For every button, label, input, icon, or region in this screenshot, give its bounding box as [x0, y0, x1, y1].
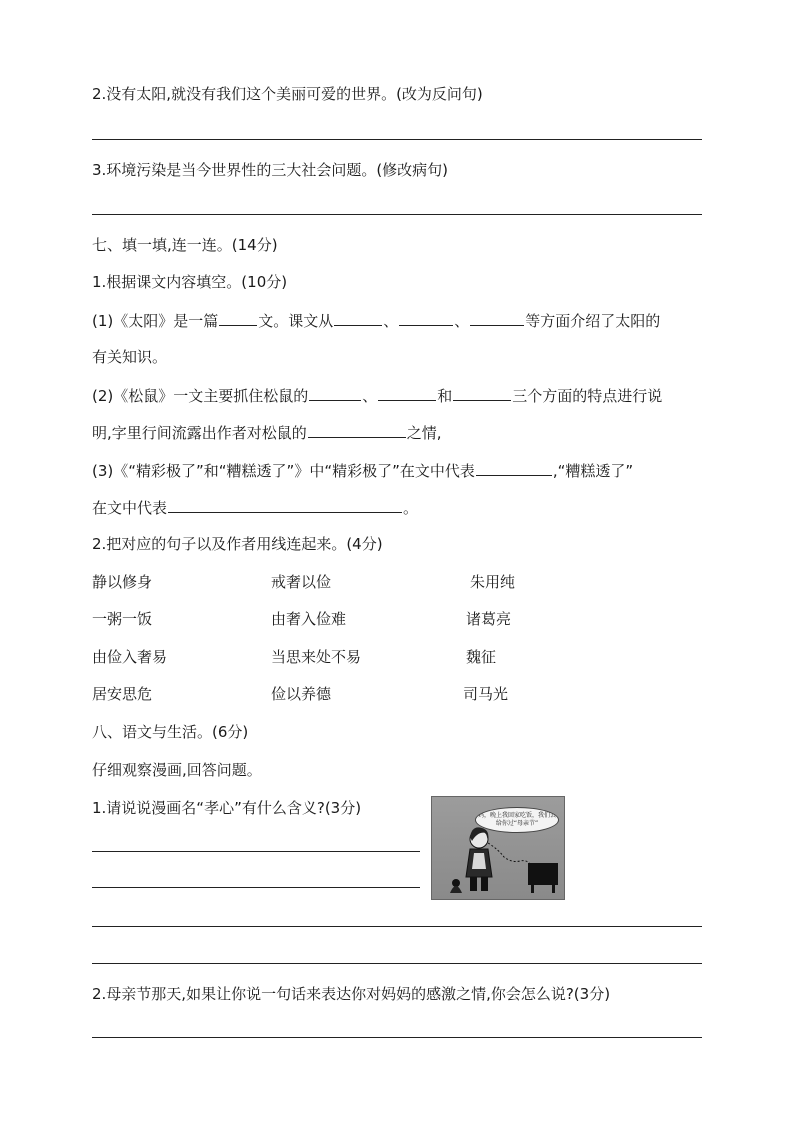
cartoon-speech-bubble: 妈，晚上我回家吃饭，我们去给你过“母亲节”: [475, 807, 559, 833]
fill-blank[interactable]: [476, 460, 552, 476]
answer-line[interactable]: [92, 963, 702, 964]
fill-blank[interactable]: [378, 385, 436, 401]
text: 和: [437, 387, 453, 405]
section-8-heading: 八、语文与生活。(6分): [92, 723, 249, 741]
question-6-2: 2.没有太阳,就没有我们这个美丽可爱的世界。(改为反问句): [92, 85, 483, 103]
text: (3)《“精彩极了”和“糟糕透了”》中“精彩极了”在文中代表: [92, 462, 475, 480]
text: 文。课文从: [258, 312, 334, 330]
match-middle[interactable]: 当思来处不易: [271, 648, 362, 666]
match-middle[interactable]: 戒奢以俭: [271, 573, 332, 591]
match-left[interactable]: 由俭入奢易: [92, 648, 168, 666]
answer-line[interactable]: [92, 926, 702, 927]
match-left[interactable]: 一粥一饭: [92, 610, 153, 628]
question-8-1: 1.请说说漫画名“孝心”有什么含义?(3分): [92, 799, 362, 817]
fill-blank[interactable]: [309, 385, 361, 401]
question-7-1-3-cont: [92, 497, 418, 518]
match-middle[interactable]: 由奢入俭难: [271, 610, 347, 628]
text: (2)《松鼠》一文主要抓住松鼠的: [92, 387, 309, 405]
text: ,“糟糕透了”: [552, 462, 634, 480]
question-7-1-2: [92, 385, 662, 406]
text: 等方面介绍了太阳的: [525, 312, 661, 330]
text: (1)《太阳》是一篇: [92, 312, 219, 330]
question-7-1-1-cont: 有关知识。: [92, 348, 168, 366]
section-7-heading: 七、填一填,连一连。(14分): [92, 236, 278, 254]
answer-line[interactable]: [92, 139, 702, 140]
match-author[interactable]: 司马光: [463, 685, 509, 703]
fill-blank[interactable]: [399, 310, 453, 326]
section-8-intro: 仔细观察漫画,回答问题。: [92, 761, 262, 779]
fill-blank[interactable]: [308, 422, 406, 438]
question-7-1-2-cont: [92, 422, 442, 443]
match-left[interactable]: 静以修身: [92, 573, 153, 591]
fill-blank[interactable]: [168, 497, 402, 513]
text: 、: [454, 312, 470, 330]
match-author[interactable]: 朱用纯: [470, 573, 516, 591]
match-author[interactable]: 诸葛亮: [466, 610, 512, 628]
match-left[interactable]: 居安思危: [92, 685, 153, 703]
cartoon-drawing: [432, 797, 566, 901]
text: 、: [383, 312, 399, 330]
match-middle[interactable]: 俭以养德: [271, 685, 332, 703]
text: 在文中代表: [92, 499, 168, 517]
fill-blank[interactable]: [470, 310, 524, 326]
text: 。: [403, 499, 419, 517]
fill-blank[interactable]: [334, 310, 382, 326]
match-author[interactable]: 魏征: [466, 648, 497, 666]
answer-line[interactable]: [92, 1037, 702, 1038]
answer-line[interactable]: [92, 851, 420, 852]
question-7-1: 1.根据课文内容填空。(10分): [92, 273, 288, 291]
text: 三个方面的特点进行说: [512, 387, 663, 405]
answer-line[interactable]: [92, 214, 702, 215]
question-6-3: 3.环境污染是当今世界性的三大社会问题。(修改病句): [92, 161, 449, 179]
question-7-1-3: [92, 460, 633, 481]
text: 之情,: [406, 424, 442, 442]
fill-blank[interactable]: [453, 385, 511, 401]
answer-line[interactable]: [92, 887, 420, 888]
question-7-1-1: [92, 310, 660, 331]
text: 、: [362, 387, 378, 405]
text: 明,字里行间流露出作者对松鼠的: [92, 424, 307, 442]
question-7-2: 2.把对应的句子以及作者用线连起来。(4分): [92, 535, 383, 553]
question-8-2: 2.母亲节那天,如果让你说一句话来表达你对妈妈的感激之情,你会怎么说?(3分): [92, 985, 611, 1003]
fill-blank[interactable]: [219, 310, 257, 326]
cartoon-illustration: [431, 796, 565, 900]
